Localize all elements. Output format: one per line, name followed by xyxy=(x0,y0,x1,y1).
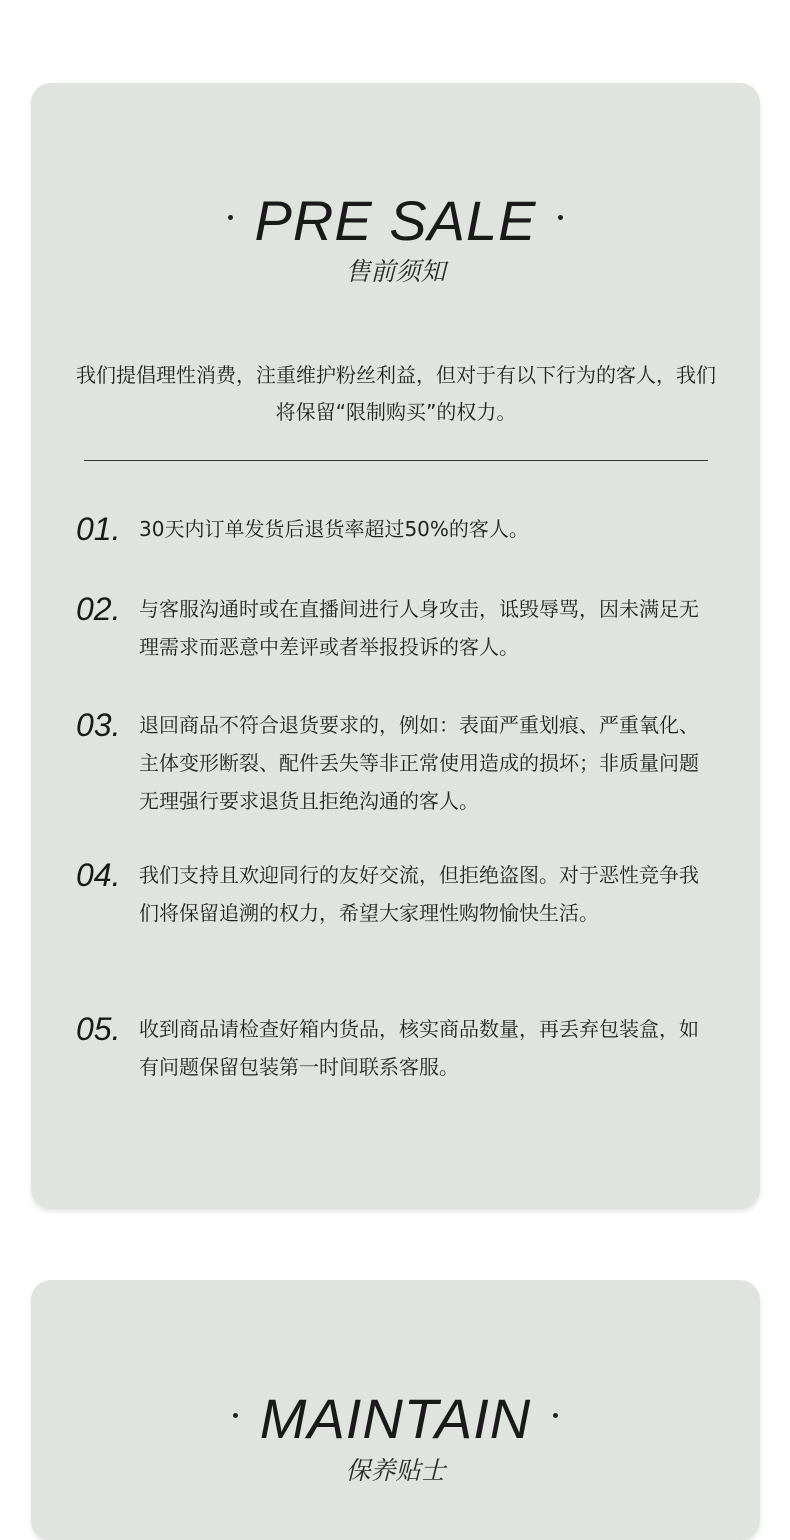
bullet-dot-left xyxy=(228,215,233,220)
maintain-card xyxy=(31,1280,760,1540)
maintain-title: MAINTAIN xyxy=(259,1387,532,1450)
item-text: 30天内订单发货后退货率超过50%的客人。 xyxy=(139,517,529,541)
maintain-heading-row xyxy=(31,1387,760,1450)
bullet-dot-right xyxy=(553,1413,558,1418)
bullet-dot-left xyxy=(233,1413,238,1418)
maintain-subtitle: 保养贴士 xyxy=(345,1456,446,1485)
item-number: 05. xyxy=(76,1011,121,1047)
item-text: 我们支持且欢迎同行的友好交流，但拒绝盗图。对于恶性竞争我们将保留追溯的权力，希望大家理性购物愉快生活。 xyxy=(139,863,699,925)
item-text: 退回商品不符合退货要求的，例如：表面严重划痕、严重氧化、主体变形断裂、配件丢失等非正常使用造成的损坏；非质量问题无理强行要求退货且拒绝沟通的客人。 xyxy=(139,713,699,813)
item-number: 04. xyxy=(76,857,121,893)
item-text: 收到商品请检查好箱内货品，核实商品数量，再丢弃包装盒，如有问题保留包装第一时间联系客服。 xyxy=(139,1017,699,1079)
item-number: 03. xyxy=(76,707,121,743)
presale-heading-row xyxy=(31,189,760,252)
bullet-dot-right xyxy=(558,215,563,220)
item-number: 01. xyxy=(76,511,121,547)
presale-subtitle: 售前须知 xyxy=(345,257,446,286)
item-number: 02. xyxy=(76,591,121,627)
divider xyxy=(84,460,708,461)
presale-card xyxy=(31,83,760,1209)
presale-title: PRE SALE xyxy=(254,189,537,252)
presale-intro: 我们提倡理性消费，注重维护粉丝利益，但对于有以下行为的客人，我们将保留“限制购买”的权力。 xyxy=(76,363,716,424)
item-text: 与客服沟通时或在直播间进行人身攻击，诋毁辱骂，因未满足无理需求而恶意中差评或者举报投诉的客人。 xyxy=(139,597,699,659)
